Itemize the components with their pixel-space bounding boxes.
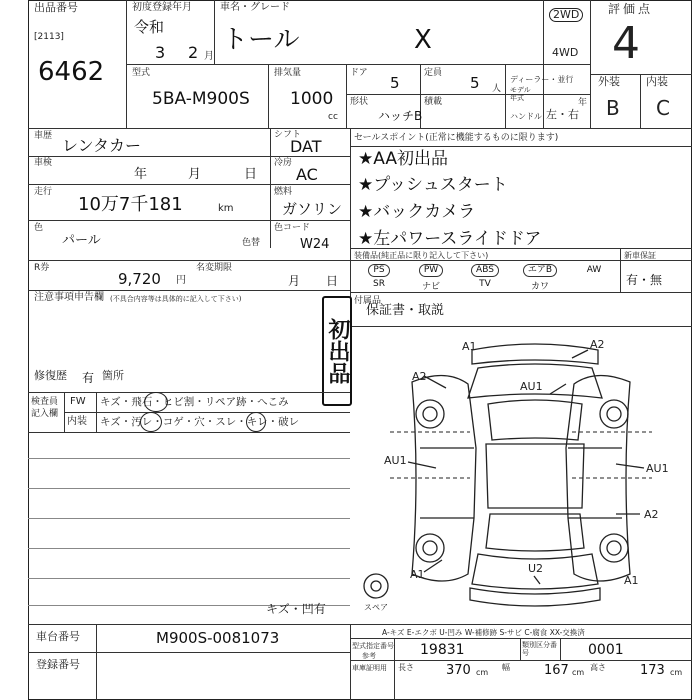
recycle-fee: 9,720 [118,270,161,288]
repair-unit: 箇所 [102,369,124,382]
damage-mark-4: A2 [412,370,427,383]
blank-line [28,518,350,519]
divider [640,74,641,128]
color-label: 色 [34,223,44,233]
height-value: 173 [640,663,665,678]
circle-mark-scuff [246,412,266,432]
score-label: 評価点 [608,2,654,16]
width-unit: cm [572,668,585,677]
capacity-label: 定員 [424,68,443,78]
interior-grade: C [656,96,670,120]
divider [394,638,395,700]
damage-mark-10: U2 [528,562,544,575]
divider [28,156,350,157]
height-unit: cm [670,668,683,677]
circle-mark-stone [144,392,168,412]
damage-mark-9: A1 [624,574,639,587]
inspection-year: 年 [134,167,148,182]
doors-value: 5 [390,74,400,92]
interior-label: 内装 [646,75,668,88]
sales-point-3: ★バックカメラ [358,202,476,222]
equip-tv: TV [479,279,491,289]
mileage-label: 走行 [34,187,53,197]
handle-options: 左・右 [546,108,579,121]
month-unit: 月 [204,51,214,62]
first-reg-label: 初度登録年月 [132,2,192,13]
score-value: 4 [612,18,640,69]
length-unit: cm [476,668,489,677]
reg-month: 2 [188,43,199,62]
divider [350,292,692,293]
divider [28,220,350,221]
divider [28,432,350,433]
caution-label: 注意事項申告欄 [34,292,104,303]
color-code-value: W24 [300,237,330,252]
reg-year: 3 [155,43,166,62]
first-listing-stamp: 初出品 [322,296,352,406]
width-label: 幅 [502,663,510,672]
divider [214,0,215,64]
type-no-ref: 参考 [362,652,376,660]
history-label: 車歴 [34,131,53,141]
divider [350,624,351,700]
model-value: 5BA-M900S [152,89,250,109]
inspection-month: 月 [188,167,202,182]
lot-number: 6462 [38,57,105,87]
sales-point-2: ★プッシュスタート [358,175,508,195]
blank-line [28,458,350,459]
damage-mark-2: A2 [590,338,605,351]
inspection-day: 日 [244,167,258,182]
cert-month: 月 [288,274,301,288]
divider [268,64,269,128]
dealer-label: ディーラー・並行 [510,75,574,84]
divider [28,624,692,625]
lot-label: 出品番号 [34,1,78,14]
damage-mark-3: AU1 [520,380,543,393]
int-text: キズ・汚レ・コゲ・穴・スレ・キレ・破レ [100,416,300,428]
new-car-warranty-label: 新車保証 [624,251,656,260]
spare-label: スペア [364,603,388,612]
exterior-grade: B [606,96,620,120]
reg-number-label: 登録番号 [36,658,80,671]
chassis-value: M900S-0081073 [156,629,280,647]
sales-points-label: セールスポイント(正常に機能するものに限ります) [354,133,559,143]
length-value: 370 [446,663,471,678]
era: 令和 [134,18,165,36]
divider [350,326,692,327]
docs-value: 保証書・取説 [366,303,445,318]
cert-use-label: 車庫証明用 [352,664,387,672]
color-change-label: 色替 [242,238,261,248]
cc-unit: cc [328,112,338,122]
ac-value: AC [296,165,318,184]
year-unit: 年 [578,98,588,108]
shift-value: DAT [290,137,322,156]
divider [560,638,561,660]
inspector-label: 検査員記入欄 [31,397,59,419]
color-value: パール [62,233,101,248]
damage-mark-5: AU1 [384,454,407,467]
blank-line [28,578,350,579]
divider [28,128,692,129]
exterior-label: 外装 [598,75,620,88]
blank-line [28,548,350,549]
recycle-unit: 円 [176,275,186,286]
equip-leather: カワ [530,282,549,292]
class-no-label: 類別区分番号 [522,641,557,657]
divider [126,64,591,65]
capacity-unit: 人 [492,84,502,94]
car-damage-diagram [350,328,692,624]
damage-mark-7: A2 [644,508,659,521]
displacement-value: 1000 [290,89,334,109]
color-code-label: 色コード [274,223,311,233]
km-unit: km [218,203,234,214]
type-no-value: 19831 [420,642,465,658]
drive-2wd-circled: 2WD [549,8,583,22]
circle-mark-stain [140,412,162,432]
doors-label: ドア [350,68,368,78]
divider [28,652,350,653]
mileage-value: 10万7千181 [78,194,183,215]
height-label: 高さ [590,663,606,672]
chassis-label: 車台番号 [36,630,80,643]
length-label: 長さ [398,663,414,672]
shape-value: ハッチB [378,109,423,123]
recycle-label: R券 [34,263,50,273]
fuel-label: 燃料 [274,187,293,197]
warranty-value: 有・無 [626,273,663,287]
history-value: レンタカー [62,136,141,155]
divider [350,638,692,639]
divider [346,94,591,95]
equip-aw: AW [586,265,602,275]
fw-label: FW [70,396,86,407]
equip-airbag: エアB [514,264,566,277]
damage-mark-1: A1 [462,340,477,353]
docs-label: 付属品 [354,296,382,306]
damage-mark-8: A1 [410,568,425,581]
grade: X [414,25,432,55]
inspection-label: 車検 [34,158,53,168]
width-value: 167 [544,663,569,678]
divider [350,660,692,661]
cert-label: 名変期限 [196,263,233,273]
diagram-note: キズ・凹有 [266,602,326,616]
divider [64,412,350,413]
equip-sr: SR [373,279,385,289]
sales-point-1: ★AA初出品 [358,149,448,169]
repair-label: 修復歴 [34,369,67,382]
equip-navi: ナビ [421,282,440,292]
load-label: 積載 [424,97,443,107]
type-no-label: 型式指定番号 [352,642,394,650]
sales-point-4: ★左パワースライドドア [358,229,542,249]
lot-sub: [2113] [34,32,64,42]
divider [96,624,97,700]
divider [350,146,692,147]
divider [28,392,350,393]
shape-label: 形状 [350,97,369,107]
model-label: 型式 [132,68,151,78]
divider [350,248,692,249]
model-year-label: モデル年式 [510,86,531,102]
repair-value: 有 [82,371,95,385]
damage-legend: A-キズ E-エクボ U-凹み W-補修跡 S-サビ C-腐食 XX-交換済 [382,628,585,637]
displacement-label: 排気量 [274,68,302,78]
name-label: 車名・グレード [220,2,290,13]
handle-label: ハンドル [510,112,542,121]
caution-sub: (不具合内容等は具体的に記入して下さい) [110,295,242,303]
capacity-value: 5 [470,74,480,92]
equip-abs: ABS [462,264,508,277]
cert-day: 日 [326,274,339,288]
class-no-value: 0001 [588,642,624,658]
equip-ps: PS [356,264,402,277]
fuel-value: ガソリン [282,200,343,218]
divider [620,248,621,292]
fw-text: キズ・飛石・ヒビ割・リペア跡・へこみ [100,396,289,408]
equip-pw: PW [408,264,454,277]
divider [520,638,521,660]
divider [270,128,271,248]
ac-label: 冷房 [274,158,293,168]
drive-4wd: 4WD [552,46,579,59]
damage-mark-6: AU1 [646,462,669,475]
blank-line [28,488,350,489]
equipment-label: 装備品(純正品に限り記入して下さい) [354,251,489,260]
car-name: トール [222,25,300,55]
divider [28,290,350,291]
divider [346,64,347,128]
shift-label: シフト [274,130,302,140]
divider [28,184,350,185]
divider [505,64,506,128]
int-label: 内装 [67,416,87,427]
